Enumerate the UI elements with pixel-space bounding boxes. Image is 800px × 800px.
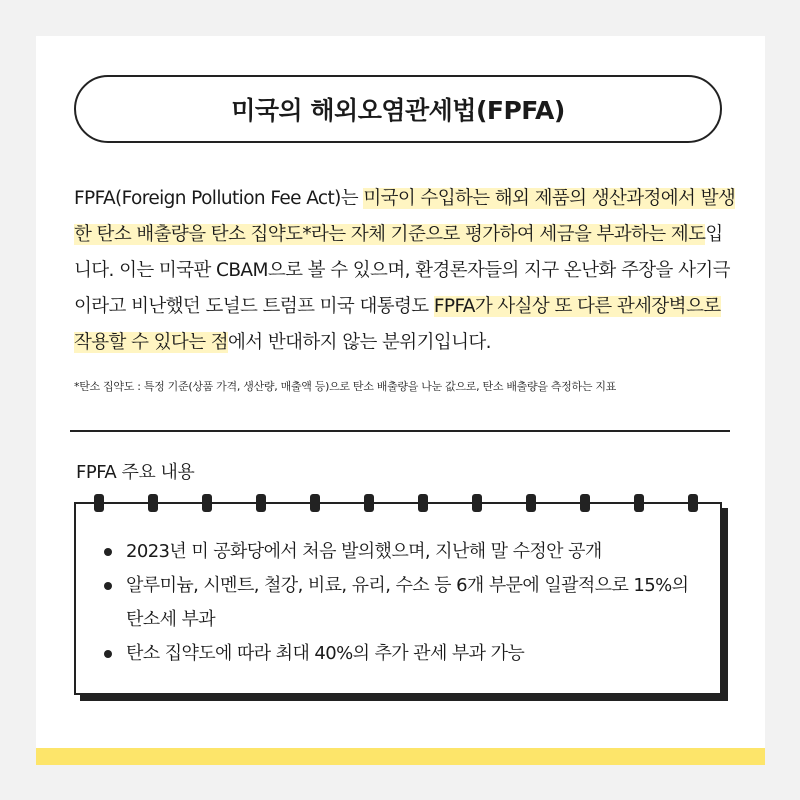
notepad-ring-icon [148, 494, 158, 512]
intro-paragraph [74, 181, 736, 361]
footnote: *탄소 집약도 : 특정 기준(상품 가격, 생산량, 매출액 등)으로 탄소 배출량을 나눈 값으로, 탄소 배출량을 측정하는 지표 [74, 380, 616, 393]
list-item [100, 637, 700, 671]
notepad-ring-icon [634, 494, 644, 512]
notepad-ring-icon [580, 494, 590, 512]
accent-bar [36, 748, 765, 765]
notepad-ring-icon [256, 494, 266, 512]
list-item [100, 535, 700, 569]
intro-text-1: FPFA(Foreign Pollution Fee Act)는 [74, 188, 364, 209]
list-item [100, 569, 700, 637]
intro-highlight-1: 미국이 수입하는 해외 제품의 생산과정에서 발생한 탄소 배출량을 탄소 집약도*라는 자체 기준으로 평가하여 세금을 부과하는 제도 [74, 188, 736, 245]
intro-highlight-2: FPFA가 사실상 또 다른 관세장벽으로 작용할 수 있다는 점 [74, 296, 721, 353]
notepad-ring-icon [364, 494, 374, 512]
intro-text-3: 에서 반대하지 않는 분위기입니다. [228, 332, 491, 353]
notepad-ring-icon [94, 494, 104, 512]
list-item-text: 탄소 집약도에 따라 최대 40%의 추가 관세 부과 가능 [126, 643, 525, 664]
notepad-ring-icon [688, 494, 698, 512]
intro-text-2: 입니다. 이는 미국판 CBAM으로 볼 수 있으며, 환경론자들의 지구 온난화 주장을 사기극이라고 비난했던 도널드 트럼프 미국 대통령도 [74, 224, 730, 317]
notepad-ring-icon [472, 494, 482, 512]
notepad-ring-icon [418, 494, 428, 512]
list-item-text: 2023년 미 공화당에서 처음 발의했으며, 지난해 말 수정안 공개 [126, 541, 602, 562]
key-points-list [100, 535, 700, 671]
bullet-icon [104, 650, 112, 658]
list-item-text: 알루미늄, 시멘트, 철강, 비료, 유리, 수소 등 6개 부문에 일괄적으로 15%의 탄소세 부과 [126, 575, 689, 630]
notepad-ring-icon [310, 494, 320, 512]
page-title [74, 75, 722, 143]
section-divider [70, 430, 730, 432]
page-title-text: 미국의 해외오염관세법(FPFA) [231, 96, 565, 125]
notepad-ring-icon [526, 494, 536, 512]
notepad-ring-icon [202, 494, 212, 512]
bullet-icon [104, 548, 112, 556]
section-title: FPFA 주요 내용 [76, 462, 195, 483]
bullet-icon [104, 582, 112, 590]
